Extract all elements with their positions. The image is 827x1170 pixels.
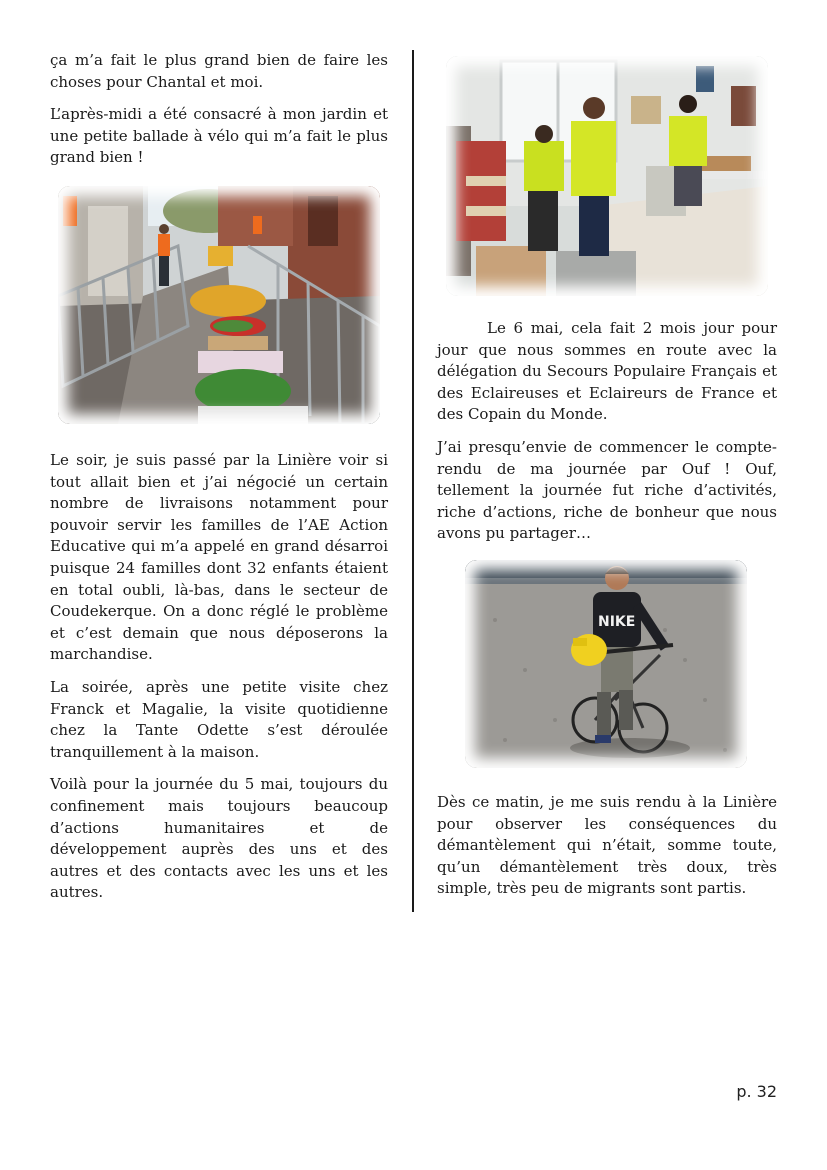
paragraph: ça m’a fait le plus grand bien de faire les choses pour Chantal et moi. [50, 51, 388, 91]
paragraph: Le soir, je suis passé par la Linière voir si tout allait bien et j’ai négocié un certain nombre de livraisons notamment pour pouvoir servir les familles de l’AE Action Educative qui m’a appelé en grand désarroi puisque 24 familles dont 32 enfants étaient en total oubli, là-bas, dans le secteur de Coudekerque. On a donc réglé le problème et c’est demain que nous déposerons la marchandise. [50, 451, 388, 664]
page-number: p. 32 [736, 1082, 777, 1101]
paragraph: Voilà pour la journée du 5 mai, toujours du confinement mais toujours beaucoup d’actions humanitaires et de développement auprès des uns et des autres et des contacts avec les uns et les autres. [50, 775, 388, 902]
paragraph: Le 6 mai, cela fait 2 mois jour pour jour que nous sommes en route avec la délégation du Secours Populaire Français et des Eclaireuses et Eclaireurs de France et des Copain du Monde. [437, 319, 777, 424]
photo-volunteers-warehouse [446, 56, 768, 296]
right-column-lower [437, 792, 777, 911]
photo-food-distribution [58, 186, 380, 424]
paragraph: L’après-midi a été consacré à mon jardin et une petite ballade à vélo qui m’a fait le plus grand bien ! [50, 105, 388, 167]
paragraph: J’ai presqu’envie de commencer le compte-rendu de ma journée par Ouf ! Ouf, tellement la journée fut riche d’activités, riche d’actions, riche de bonheur que nous avons pu partager… [437, 437, 777, 543]
paragraph: La soirée, après une petite visite chez Franck et Magalie, la visite quotidienne chez la Tante Odette s’est déroulée tranquillement à la maison. [50, 677, 388, 761]
paragraph: Dès ce matin, je me suis rendu à la Linière pour observer les conséquences du démantèlement qui n’était, somme toute, qu’un démantèlement très doux, très simple, très peu de migrants sont partis. [437, 793, 777, 898]
column-divider [412, 50, 414, 912]
shirt-text: NIKE [598, 614, 636, 630]
photo-boy-on-bicycle [465, 560, 747, 768]
right-column [437, 318, 777, 556]
left-column [50, 50, 388, 180]
left-column-lower [50, 450, 388, 915]
